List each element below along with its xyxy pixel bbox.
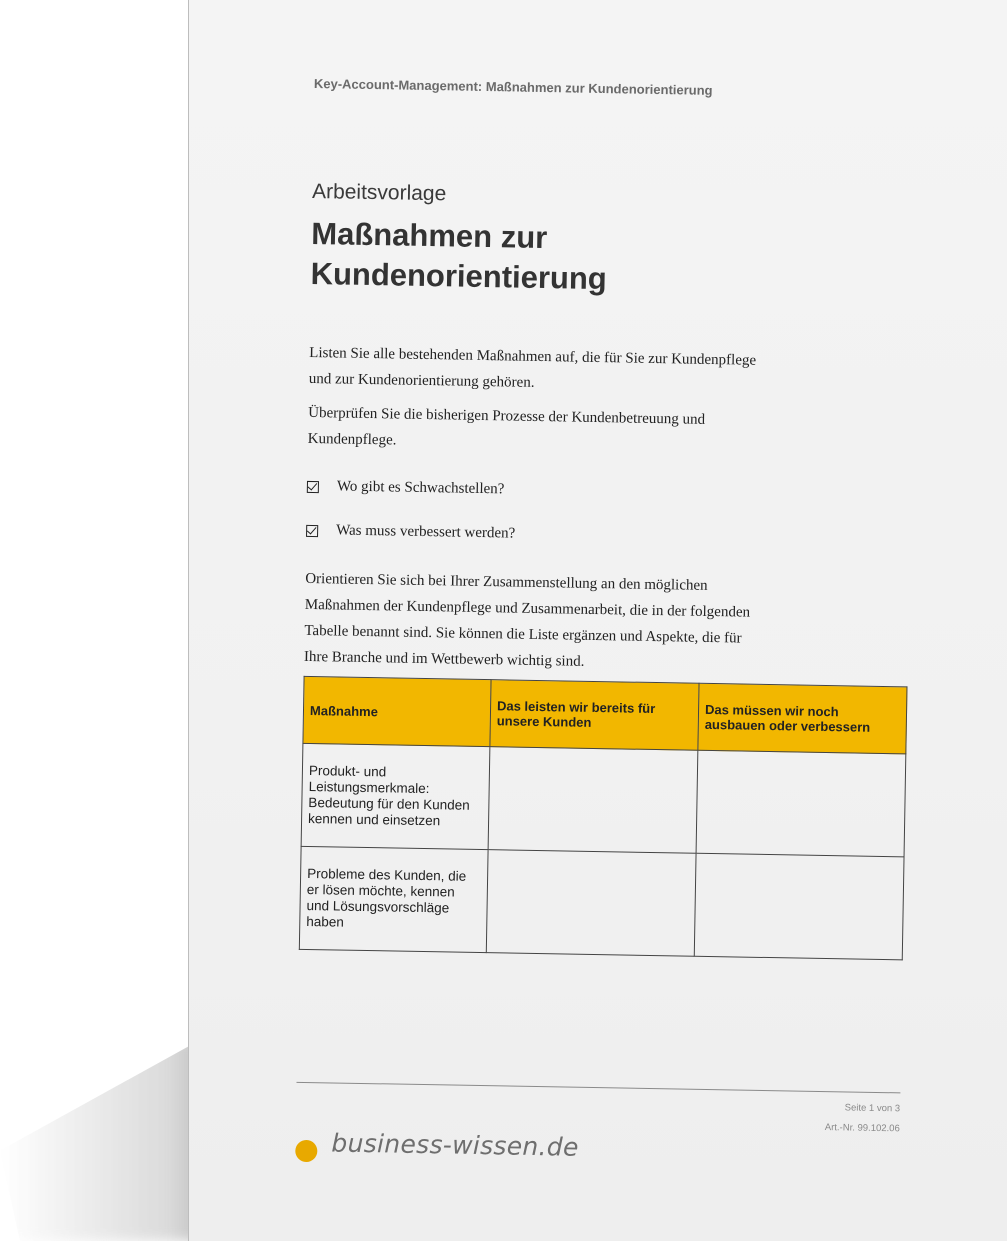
text-line: und zur Kundenorientierung gehören. — [308, 370, 535, 391]
guidance-paragraph — [304, 566, 776, 678]
measures-table — [299, 676, 908, 960]
already-cell[interactable] — [488, 747, 698, 854]
table-row — [301, 743, 906, 857]
checkbox-checked-icon — [306, 524, 318, 536]
table-header-row — [303, 676, 907, 754]
text-line: Ihre Branche und im Wettbewerb wichtig sind. — [303, 648, 585, 670]
text-line: Orientieren Sie sich bei Ihrer Zusammenstellung an den möglichen — [305, 570, 708, 594]
checklist-text: Wo gibt es Schwachstellen? — [336, 478, 505, 498]
improve-cell[interactable] — [694, 853, 904, 960]
checkbox-checked-icon — [307, 480, 319, 492]
title-line-1: Maßnahmen zur — [311, 215, 548, 256]
text-line: Überprüfen Sie die bisherigen Prozesse der Kundenbetreuung und — [308, 404, 706, 428]
document-kicker: Arbeitsvorlage — [311, 179, 447, 206]
checklist-item — [307, 478, 505, 498]
title-line-2: Kundenorientierung — [310, 255, 608, 297]
measure-cell: Probleme des Kunden, die er lösen möchte, kennen und Lösungsvorschläge haben — [299, 846, 488, 952]
text-line: Tabelle benannt sind. Sie können die Liste ergänzen und Aspekte, die für — [304, 622, 742, 647]
column-header-already: Das leisten wir bereits für unsere Kunden — [490, 680, 699, 751]
column-header-improve: Das müssen wir noch ausbauen oder verbessern — [698, 683, 907, 754]
text-line: Maßnahmen der Kundenpflege und Zusammenarbeit, die in der folgenden — [304, 596, 751, 621]
logo-dot-icon — [295, 1140, 317, 1162]
review-paragraph — [308, 400, 779, 460]
text-line: Kundenpflege. — [307, 430, 397, 449]
column-header-measure: Maßnahme — [303, 676, 491, 746]
already-cell[interactable] — [486, 850, 696, 957]
improve-cell[interactable] — [696, 750, 906, 857]
measure-cell: Produkt- und Leistungsmerkmale: Bedeutung für den Kunden kennen und einsetzen — [301, 743, 490, 849]
text-line: Listen Sie alle bestehenden Maßnahmen auf, die für Sie zur Kundenpflege — [309, 344, 757, 369]
intro-paragraph — [309, 340, 780, 400]
document-title — [310, 214, 811, 303]
article-number: Art.-Nr. 99.102.06 — [824, 1122, 900, 1135]
checklist-text: Was muss verbessert werden? — [336, 522, 516, 542]
checklist-item — [306, 522, 515, 543]
page-number: Seite 1 von 3 — [844, 1102, 901, 1115]
table-row — [299, 846, 904, 960]
brand-logo: business-wissen.de — [331, 1128, 579, 1162]
footer-divider — [296, 1082, 900, 1094]
running-header: Key-Account-Management: Maßnahmen zur Kundenorientierung — [313, 75, 713, 98]
